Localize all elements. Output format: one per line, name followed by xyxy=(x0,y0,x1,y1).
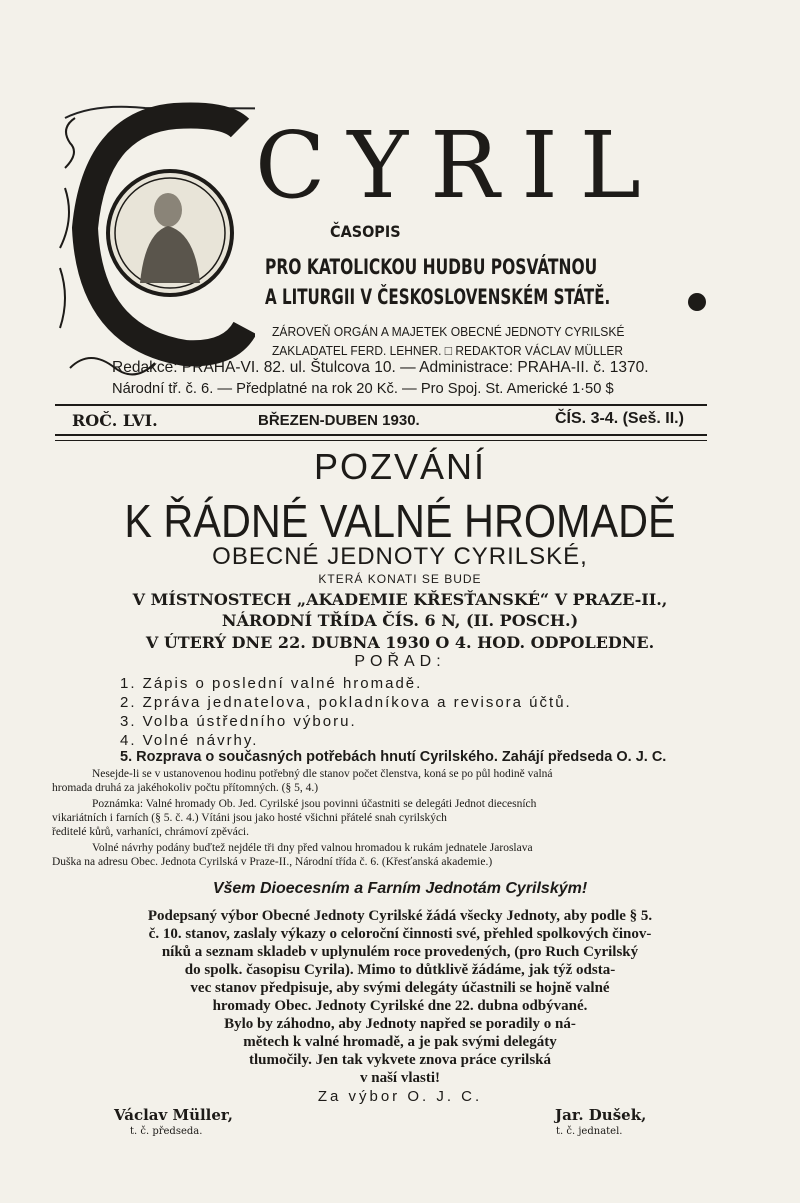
closing: Za výbor O. J. C. xyxy=(317,1088,483,1105)
invitation-heading: POZVÁNÍ xyxy=(313,446,487,487)
masthead-line5: Redakce: PRAHA-VI. 82. ul. Štulcova 10. — Administrace: PRAHA-II. č. 1370. xyxy=(112,359,649,376)
divider xyxy=(55,404,707,406)
bullet-icon xyxy=(688,293,706,311)
paragraph-line: vec stanov předpisuje, aby svými delegáty účastnili se hojně valné xyxy=(190,980,610,996)
cyril-logo-initial-c xyxy=(55,98,255,378)
issue-number: ČÍS. 3-4. (Seš. II.) xyxy=(555,410,684,427)
divider xyxy=(55,434,707,436)
masthead-line4: ZAKLADATEL FERD. LEHNER. □ REDAKTOR VÁCLAV MÜLLER xyxy=(272,343,624,358)
paragraph-line: níků a seznam skladeb v uplynulém roce provedených, (pro Ruch Cyrilský xyxy=(161,944,639,960)
paragraph-line: č. 10. stanov, zaslaly výkazy o celoroční činnosti své, přehled spolkových činov- xyxy=(148,926,652,942)
invitation-venue: V MÍSTNOSTECH „AKADEMIE KŘESŤANSKÉ“ V PRAZE-II., xyxy=(132,590,668,609)
invitation-org: OBECNÉ JEDNOTY CYRILSKÉ, xyxy=(212,543,588,570)
agenda-item: 1. Zápis o poslední valné hromadě. xyxy=(120,675,423,692)
paragraph-line: Bylo by záhodno, aby Jednoty napřed se poradily o ná- xyxy=(224,1016,576,1032)
agenda-item: 5. Rozprava o současných potřebách hnutí Cyrilského. Zahájí předseda O. J. C. xyxy=(120,749,667,765)
issue-date: BŘEZEN-DUBEN 1930. xyxy=(258,412,420,429)
divider xyxy=(55,440,707,441)
note-line: Duška na adresu Obec. Jednota Cyrilská v Praze-II., Národní třída č. 6. (Křesťanská akademie.) xyxy=(52,856,493,868)
note-line: Volné návrhy podány buďtež nejdéle tři dny před valnou hromadou k rukám jednatele Jaroslava xyxy=(92,842,533,854)
note-line: vikariátních i farních (§ 5. č. 4.) Vítáni jsou jako hosté všichni přátelé snah cyrilských xyxy=(52,812,447,824)
issue-volume: ROČ. LVI. xyxy=(72,411,158,430)
invitation-address: NÁRODNÍ TŘÍDA ČÍS. 6 N, (II. POSCH.) xyxy=(221,611,579,630)
note-line: ředitelé kůrů, varhaníci, chrámoví zpěváci. xyxy=(52,826,250,838)
paragraph-line: mětech k valné hromadě, a je pak svými delegáty xyxy=(243,1034,557,1050)
appeal-heading: Všem Dioecesním a Farním Jednotám Cyrilským! xyxy=(212,880,588,897)
masthead-line6: Národní tř. č. 6. — Předplatné na rok 20 Kč. — Pro Spoj. St. Americké 1·50 $ xyxy=(112,380,614,397)
paragraph-line: v naší vlasti! xyxy=(359,1070,440,1086)
agenda-item: 4. Volné návrhy. xyxy=(120,732,259,749)
note-line: hromada druhá za jakéhokoliv počtu přítomných. (§ 5, 4.) xyxy=(52,782,319,794)
paragraph-line: do spolk. časopisu Cyrila). Mimo to důtklivě žádáme, jak týž odsta- xyxy=(184,962,616,978)
masthead-line2: A LITURGII V ČESKOSLOVENSKÉM STÁTĚ. xyxy=(265,285,611,309)
paragraph-line: hromady Obec. Jednoty Cyrilské dne 22. dubna odbývané. xyxy=(212,998,588,1014)
paragraph-line: Podepsaný výbor Obecné Jednoty Cyrilské žádá všecky Jednoty, aby podle § 5. xyxy=(147,908,653,924)
signature-left-name: Václav Müller, xyxy=(114,1106,233,1124)
signature-left-role: t. č. předseda. xyxy=(130,1126,203,1137)
agenda-item: 2. Zpráva jednatelova, pokladníkova a revisora účtů. xyxy=(120,694,572,711)
note-line: Nesejde-li se v ustanovenou hodinu potřebný dle stanov počet členstva, koná se po půl hodině valná xyxy=(92,768,553,780)
masthead-title: CYRIL xyxy=(255,112,663,219)
masthead-subtitle: ČASOPIS xyxy=(330,222,401,241)
invitation-line: KTERÁ KONATI SE BUDE xyxy=(318,572,482,586)
agenda-item: 3. Volba ústředního výboru. xyxy=(120,713,357,730)
signature-right-name: Jar. Dušek, xyxy=(555,1106,647,1124)
masthead-line3: ZÁROVEŇ ORGÁN A MAJETEK OBECNÉ JEDNOTY CYRILSKÉ xyxy=(272,324,625,339)
signature-right-role: t. č. jednatel. xyxy=(556,1126,623,1137)
masthead-line1: PRO KATOLICKOU HUDBU POSVÁTNOU xyxy=(265,255,598,279)
note-line: Poznámka: Valné hromady Ob. Jed. Cyrilské jsou povinni účastniti se delegáti Jednot diecesních xyxy=(92,798,537,810)
invitation-date: V ÚTERÝ DNE 22. DUBNA 1930 O 4. HOD. ODPOLEDNE. xyxy=(145,633,655,652)
agenda-title: POŘAD: xyxy=(354,653,446,670)
invitation-title: K ŘÁDNÉ VALNÉ HROMADĚ xyxy=(124,495,676,547)
paragraph-line: tlumočily. Jen tak vykvete znova práce cyrilská xyxy=(248,1052,552,1068)
